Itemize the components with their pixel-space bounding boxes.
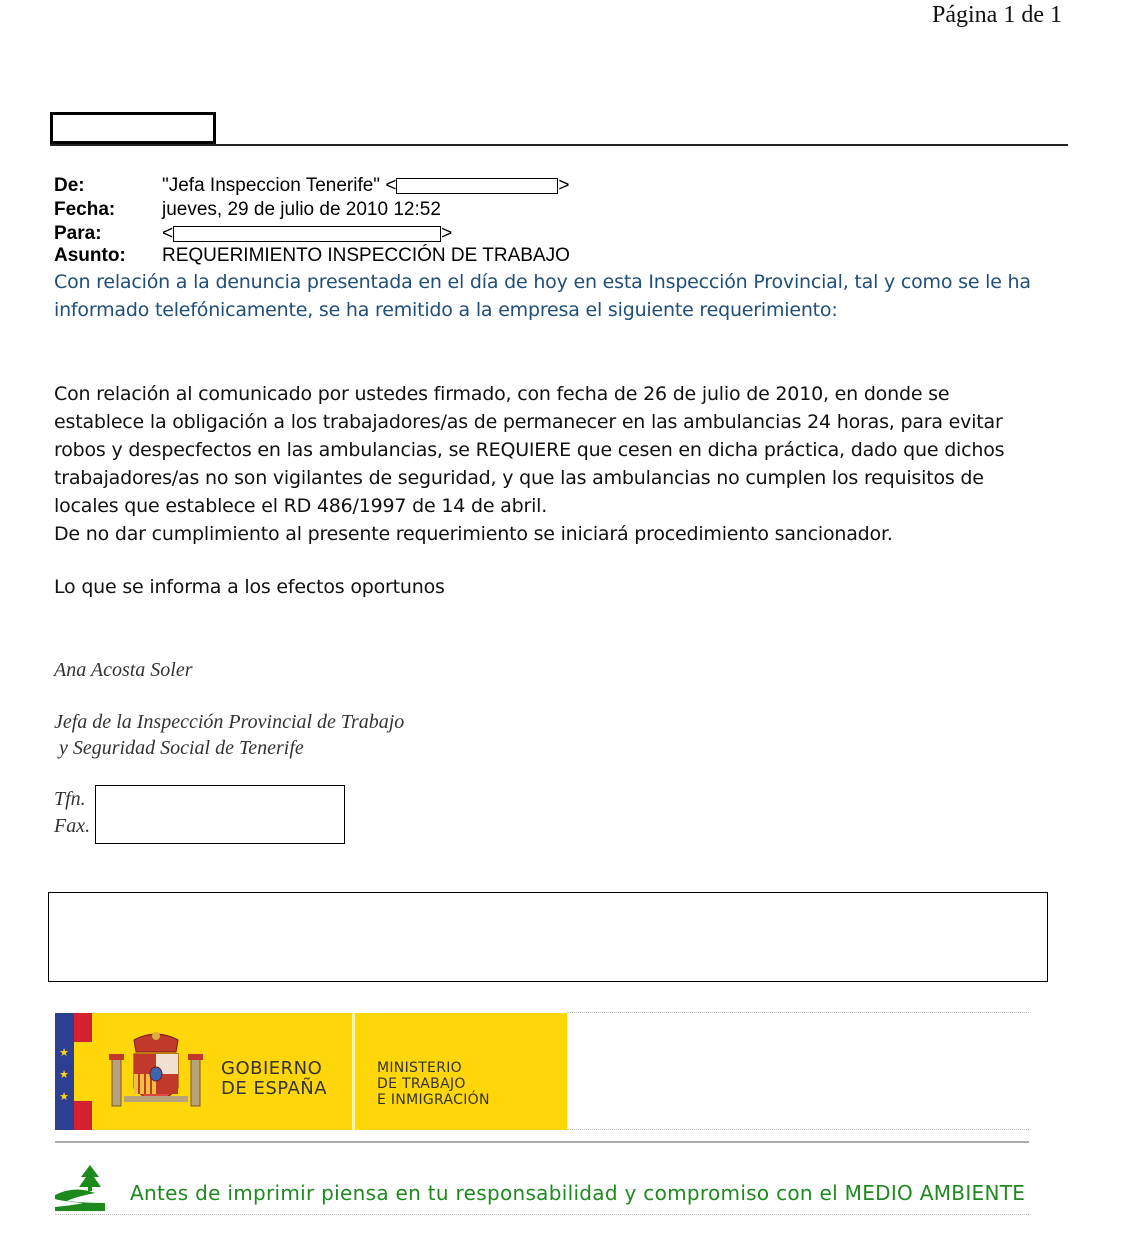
ministry-line1: MINISTERIO: [377, 1060, 462, 1076]
page-number: Página 1 de 1: [932, 2, 1062, 28]
date-label: Fecha:: [54, 199, 116, 220]
eco-message: Antes de imprimir piensa en tu responsabilidad y compromiso con el MEDIO AMBIENTE: [130, 1181, 1026, 1205]
from-close: >: [558, 175, 570, 196]
body-line: De no dar cumplimiento al presente requerimiento se iniciará procedimiento sancionador.: [54, 523, 893, 545]
redacted-sender-box: [50, 112, 216, 144]
footer-divider: [55, 1141, 1029, 1143]
closing-line: Lo que se informa a los efectos oportunos: [54, 576, 445, 598]
to-value: [162, 223, 452, 245]
ministry-line2: DE TRABAJO: [377, 1076, 466, 1092]
from-label: De:: [54, 175, 85, 196]
to-open: <: [162, 223, 174, 244]
redacted-footer-box: [48, 892, 1048, 982]
phone-label: Tfn.: [54, 788, 86, 810]
signer-name: Ana Acosta Soler: [54, 659, 193, 681]
gobierno-line1: GOBIERNO: [221, 1058, 323, 1079]
banner-top-rule: [567, 1012, 1029, 1013]
redacted-to-email: [173, 226, 441, 242]
signer-title-line2: y Seguridad Social de Tenerife: [54, 737, 304, 759]
intro-line: informado telefónicamente, se ha remitido a la empresa el siguiente requerimiento:: [54, 299, 838, 321]
ministry-label: [377, 1060, 490, 1108]
eu-stars-icon: [55, 1040, 74, 1110]
body-line: robos y despecfectos en las ambulancias, se REQUIERE que cesen en dicha práctica, dado que dichos: [54, 439, 1005, 461]
eco-bottom-rule: [55, 1214, 1029, 1215]
intro-paragraph: [54, 268, 1054, 324]
banner-separator: [352, 1013, 355, 1130]
requirement-paragraph: [54, 380, 1054, 548]
gobierno-line2: DE ESPAÑA: [221, 1078, 328, 1099]
coat-of-arms-icon: [104, 1030, 208, 1114]
body-line: Con relación al comunicado por ustedes firmado, con fecha de 26 de julio de 2010, en donde se: [54, 383, 950, 405]
header-divider: [50, 144, 1068, 146]
body-line: trabajadores/as no son vigilantes de seguridad, y que las ambulancias no cumplen los requisitos de: [54, 467, 984, 489]
fax-label: Fax.: [54, 815, 91, 837]
body-line: locales que establece el RD 486/1997 de 14 de abril.: [54, 495, 548, 517]
tree-road-icon: [55, 1163, 105, 1213]
from-name: "Jefa Inspeccion Tenerife" <: [162, 175, 397, 196]
to-close: >: [441, 223, 453, 244]
svg-text:★: ★: [59, 1068, 69, 1081]
signer-title-line1: Jefa de la Inspección Provincial de Trabajo: [54, 711, 405, 733]
banner-bottom-rule: [567, 1129, 1029, 1130]
subject-value: REQUERIMIENTO INSPECCIÓN DE TRABAJO: [162, 245, 570, 266]
from-value: [162, 175, 570, 197]
intro-line: Con relación a la denuncia presentada en el día de hoy en esta Inspección Provincial, tal y como se le ha: [54, 271, 1031, 293]
spain-flag-strip: [74, 1013, 92, 1130]
gobierno-label: [221, 1059, 327, 1099]
redacted-from-email: [396, 178, 558, 194]
date-value: jueves, 29 de julio de 2010 12:52: [162, 199, 441, 220]
svg-text:★: ★: [59, 1046, 69, 1059]
ministry-line3: E INMIGRACIÓN: [377, 1092, 490, 1108]
redacted-contact-box: [95, 785, 345, 844]
body-line: establece la obligación a los trabajadores/as de permanecer en las ambulancias 24 horas, para evitar: [54, 411, 1003, 433]
subject-label: Asunto:: [54, 245, 126, 266]
svg-text:★: ★: [59, 1090, 69, 1103]
to-label: Para:: [54, 223, 102, 244]
